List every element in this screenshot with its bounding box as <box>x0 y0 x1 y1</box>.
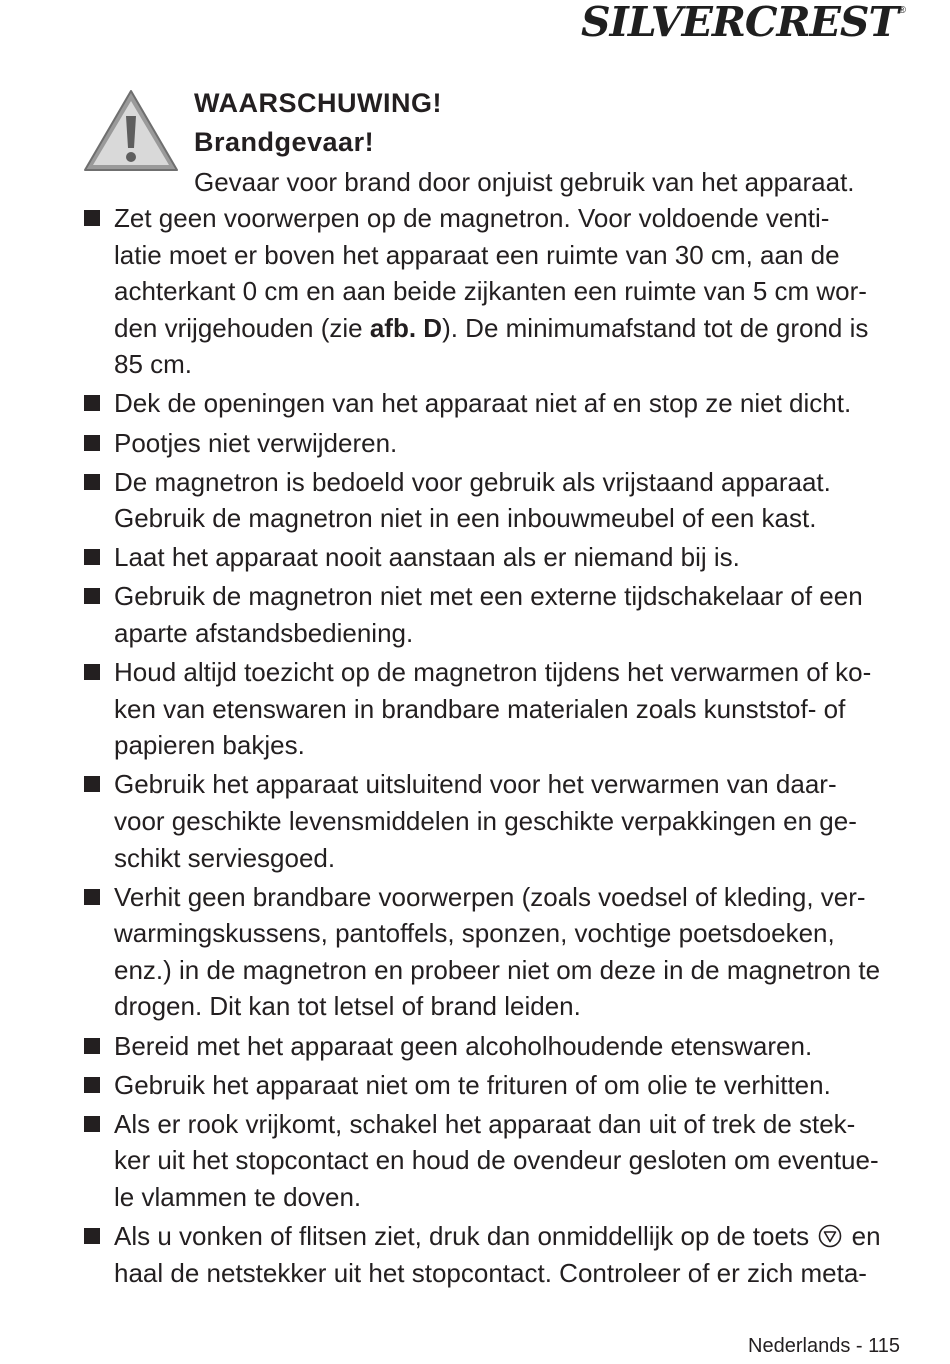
list-item <box>82 766 902 876</box>
bullet-square-icon <box>84 889 100 905</box>
item-line: De magnetron is bedoeld voor gebruik als vrijstaand apparaat. <box>114 466 831 497</box>
item-line: Gebruik het apparaat uitsluitend voor het verwarmen van daar- <box>114 769 837 800</box>
list-item <box>82 578 902 651</box>
list-item <box>82 1028 902 1065</box>
item-line <box>114 1218 902 1255</box>
bullet-square-icon <box>84 435 100 451</box>
item-line: latie moet er boven het apparaat een ruimte van 30 cm, aan de <box>114 239 840 270</box>
bullet-square-icon <box>84 1038 100 1054</box>
warning-subtitle: Brandgevaar! <box>194 127 375 157</box>
item-line: schikt serviesgoed. <box>114 842 336 873</box>
item-line: Gebruik het apparaat niet om te frituren of om olie te verhitten. <box>114 1069 831 1100</box>
list-item <box>82 1218 902 1291</box>
warning-description: Gevaar voor brand door onjuist gebruik van het apparaat. <box>194 167 855 197</box>
registered-mark: ® <box>898 5 906 16</box>
item-line: le vlammen te doven. <box>114 1181 362 1212</box>
list-item <box>82 385 902 422</box>
item-line: Houd altijd toezicht op de magnetron tijdens het verwarmen of ko- <box>114 657 872 688</box>
brand-logo: SILVERCREST <box>581 0 898 46</box>
item-line: aparte afstandsbediening. <box>114 618 414 649</box>
list-item <box>82 539 902 576</box>
item-line: ken van etenswaren in brandbare materialen zoals kunststof- of <box>114 693 846 724</box>
list-item <box>82 1106 902 1216</box>
item-line: warmingskussens, pantoffels, sponzen, vochtige poetsdoeken, <box>114 918 835 949</box>
list-item <box>82 425 902 462</box>
bullet-square-icon <box>84 776 100 792</box>
warning-title: WAARSCHUWING! <box>194 88 442 118</box>
item-line: Pootjes niet verwijderen. <box>114 427 398 458</box>
item-line: haal de netstekker uit het stopcontact. Controleer of er zich meta- <box>114 1257 867 1288</box>
item-line: Verhit geen brandbare voorwerpen (zoals voedsel of kleding, ver- <box>114 881 866 912</box>
item-line: Gebruik de magnetron niet in een inbouwmeubel of een kast. <box>114 503 817 534</box>
page-footer: Nederlands - 115 <box>748 1335 900 1357</box>
item-text: Als u vonken of flitsen ziet, druk dan onmiddellijk op de toets <box>114 1221 810 1252</box>
list-item <box>82 654 902 764</box>
stop-button-icon <box>818 1224 842 1248</box>
item-line: 85 cm. <box>114 349 193 380</box>
warning-triangle-icon <box>82 88 180 174</box>
item-line: voor geschikte levensmiddelen in geschikte verpakkingen en ge- <box>114 806 857 836</box>
bullet-square-icon <box>84 588 100 604</box>
item-line: enz.) in de magnetron en probeer niet om deze in de magnetron te <box>114 954 881 985</box>
list-item <box>82 1067 902 1104</box>
figure-reference: afb. D <box>369 312 443 343</box>
safety-instructions-list <box>82 200 902 1294</box>
item-line: drogen. Dit kan tot letsel of brand leiden. <box>114 991 581 1022</box>
item-text: den vrijgehouden (zie <box>114 312 370 343</box>
item-line: Als er rook vrijkomt, schakel het apparaat dan uit of trek de stek- <box>114 1108 856 1139</box>
list-item <box>82 464 902 537</box>
item-text: ). De minimumafstand tot de grond is <box>442 312 869 343</box>
item-line: Laat het apparaat nooit aanstaan als er niemand bij is. <box>114 542 740 573</box>
item-line: ker uit het stopcontact en houd de ovendeur gesloten om eventue- <box>114 1145 879 1176</box>
list-item <box>82 200 902 383</box>
bullet-square-icon <box>84 474 100 490</box>
item-text: en <box>851 1221 881 1252</box>
item-line <box>114 310 902 347</box>
item-line: Gebruik de magnetron niet met een externe tijdschakelaar of een <box>114 581 863 612</box>
bullet-square-icon <box>84 210 100 226</box>
bullet-square-icon <box>84 1228 100 1244</box>
bullet-square-icon <box>84 1116 100 1132</box>
list-item <box>82 879 902 1025</box>
bullet-square-icon <box>84 664 100 680</box>
item-line: achterkant 0 cm en aan beide zijkanten een ruimte van 5 cm wor- <box>114 276 867 307</box>
item-line: papieren bakjes. <box>114 730 305 761</box>
item-line: Zet geen voorwerpen op de magnetron. Voor voldoende venti- <box>114 203 830 233</box>
item-line: Dek de openingen van het apparaat niet af en stop ze niet dicht. <box>114 388 852 419</box>
bullet-square-icon <box>84 549 100 565</box>
item-line: Bereid met het apparaat geen alcoholhoudende etenswaren. <box>114 1030 813 1061</box>
bullet-square-icon <box>84 1077 100 1093</box>
bullet-square-icon <box>84 395 100 411</box>
